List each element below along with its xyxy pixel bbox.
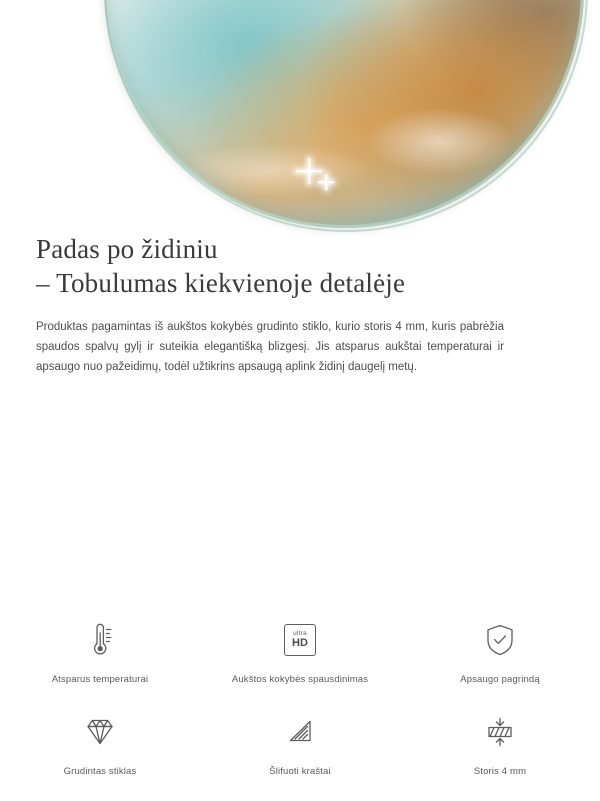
ultra-hd-badge-top: ultra	[293, 629, 307, 637]
ultra-hd-icon	[284, 617, 316, 663]
headline-line-1: Padas po židiniu	[36, 234, 218, 264]
feature-label: Storis 4 mm	[473, 766, 527, 777]
feature-item-print-quality	[200, 617, 400, 685]
feature-item-temperature	[0, 617, 200, 685]
hero-image	[0, 0, 600, 222]
feature-label: Atsparus temperaturai	[51, 674, 149, 685]
diamond-icon	[81, 709, 119, 755]
page-title	[0, 222, 600, 300]
feature-label: Apsaugo pagrindą	[460, 674, 540, 685]
description-paragraph: Produktas pagamintas iš aukštos kokybės grudinto stiklo, kurio storis 4 mm, kuris pabrėžia spaudos spalvų gylį ir suteikia elegantišką blizgesį. Jis atsparus aukštai temperaturai ir apsaugo nuo pažeidimų, todėl užtikrins apsaugą aplink židinį daugelį metų.	[36, 321, 504, 373]
feature-item-tempered-glass	[0, 709, 200, 777]
feature-grid	[0, 617, 600, 801]
description-content	[0, 222, 600, 777]
round-glass-pad-image	[104, 0, 584, 228]
feature-item-thickness	[400, 709, 600, 777]
ultra-hd-badge-bottom: HD	[292, 637, 308, 650]
thermometer-icon	[83, 617, 117, 663]
feature-item-surface-protection	[400, 617, 600, 685]
feature-label: Aukštos kokybės spausdinimas	[231, 674, 369, 685]
feature-label: Grudintas stiklas	[63, 766, 137, 777]
headline-line-2: – Tobulumas kiekvienoje detalėje	[36, 268, 406, 298]
shield-check-icon	[483, 617, 517, 663]
feature-item-polished-edges	[200, 709, 400, 777]
feature-label: Šlifuoti kraštai	[269, 766, 331, 777]
thickness-icon	[481, 709, 519, 755]
polished-edges-icon	[281, 709, 319, 755]
